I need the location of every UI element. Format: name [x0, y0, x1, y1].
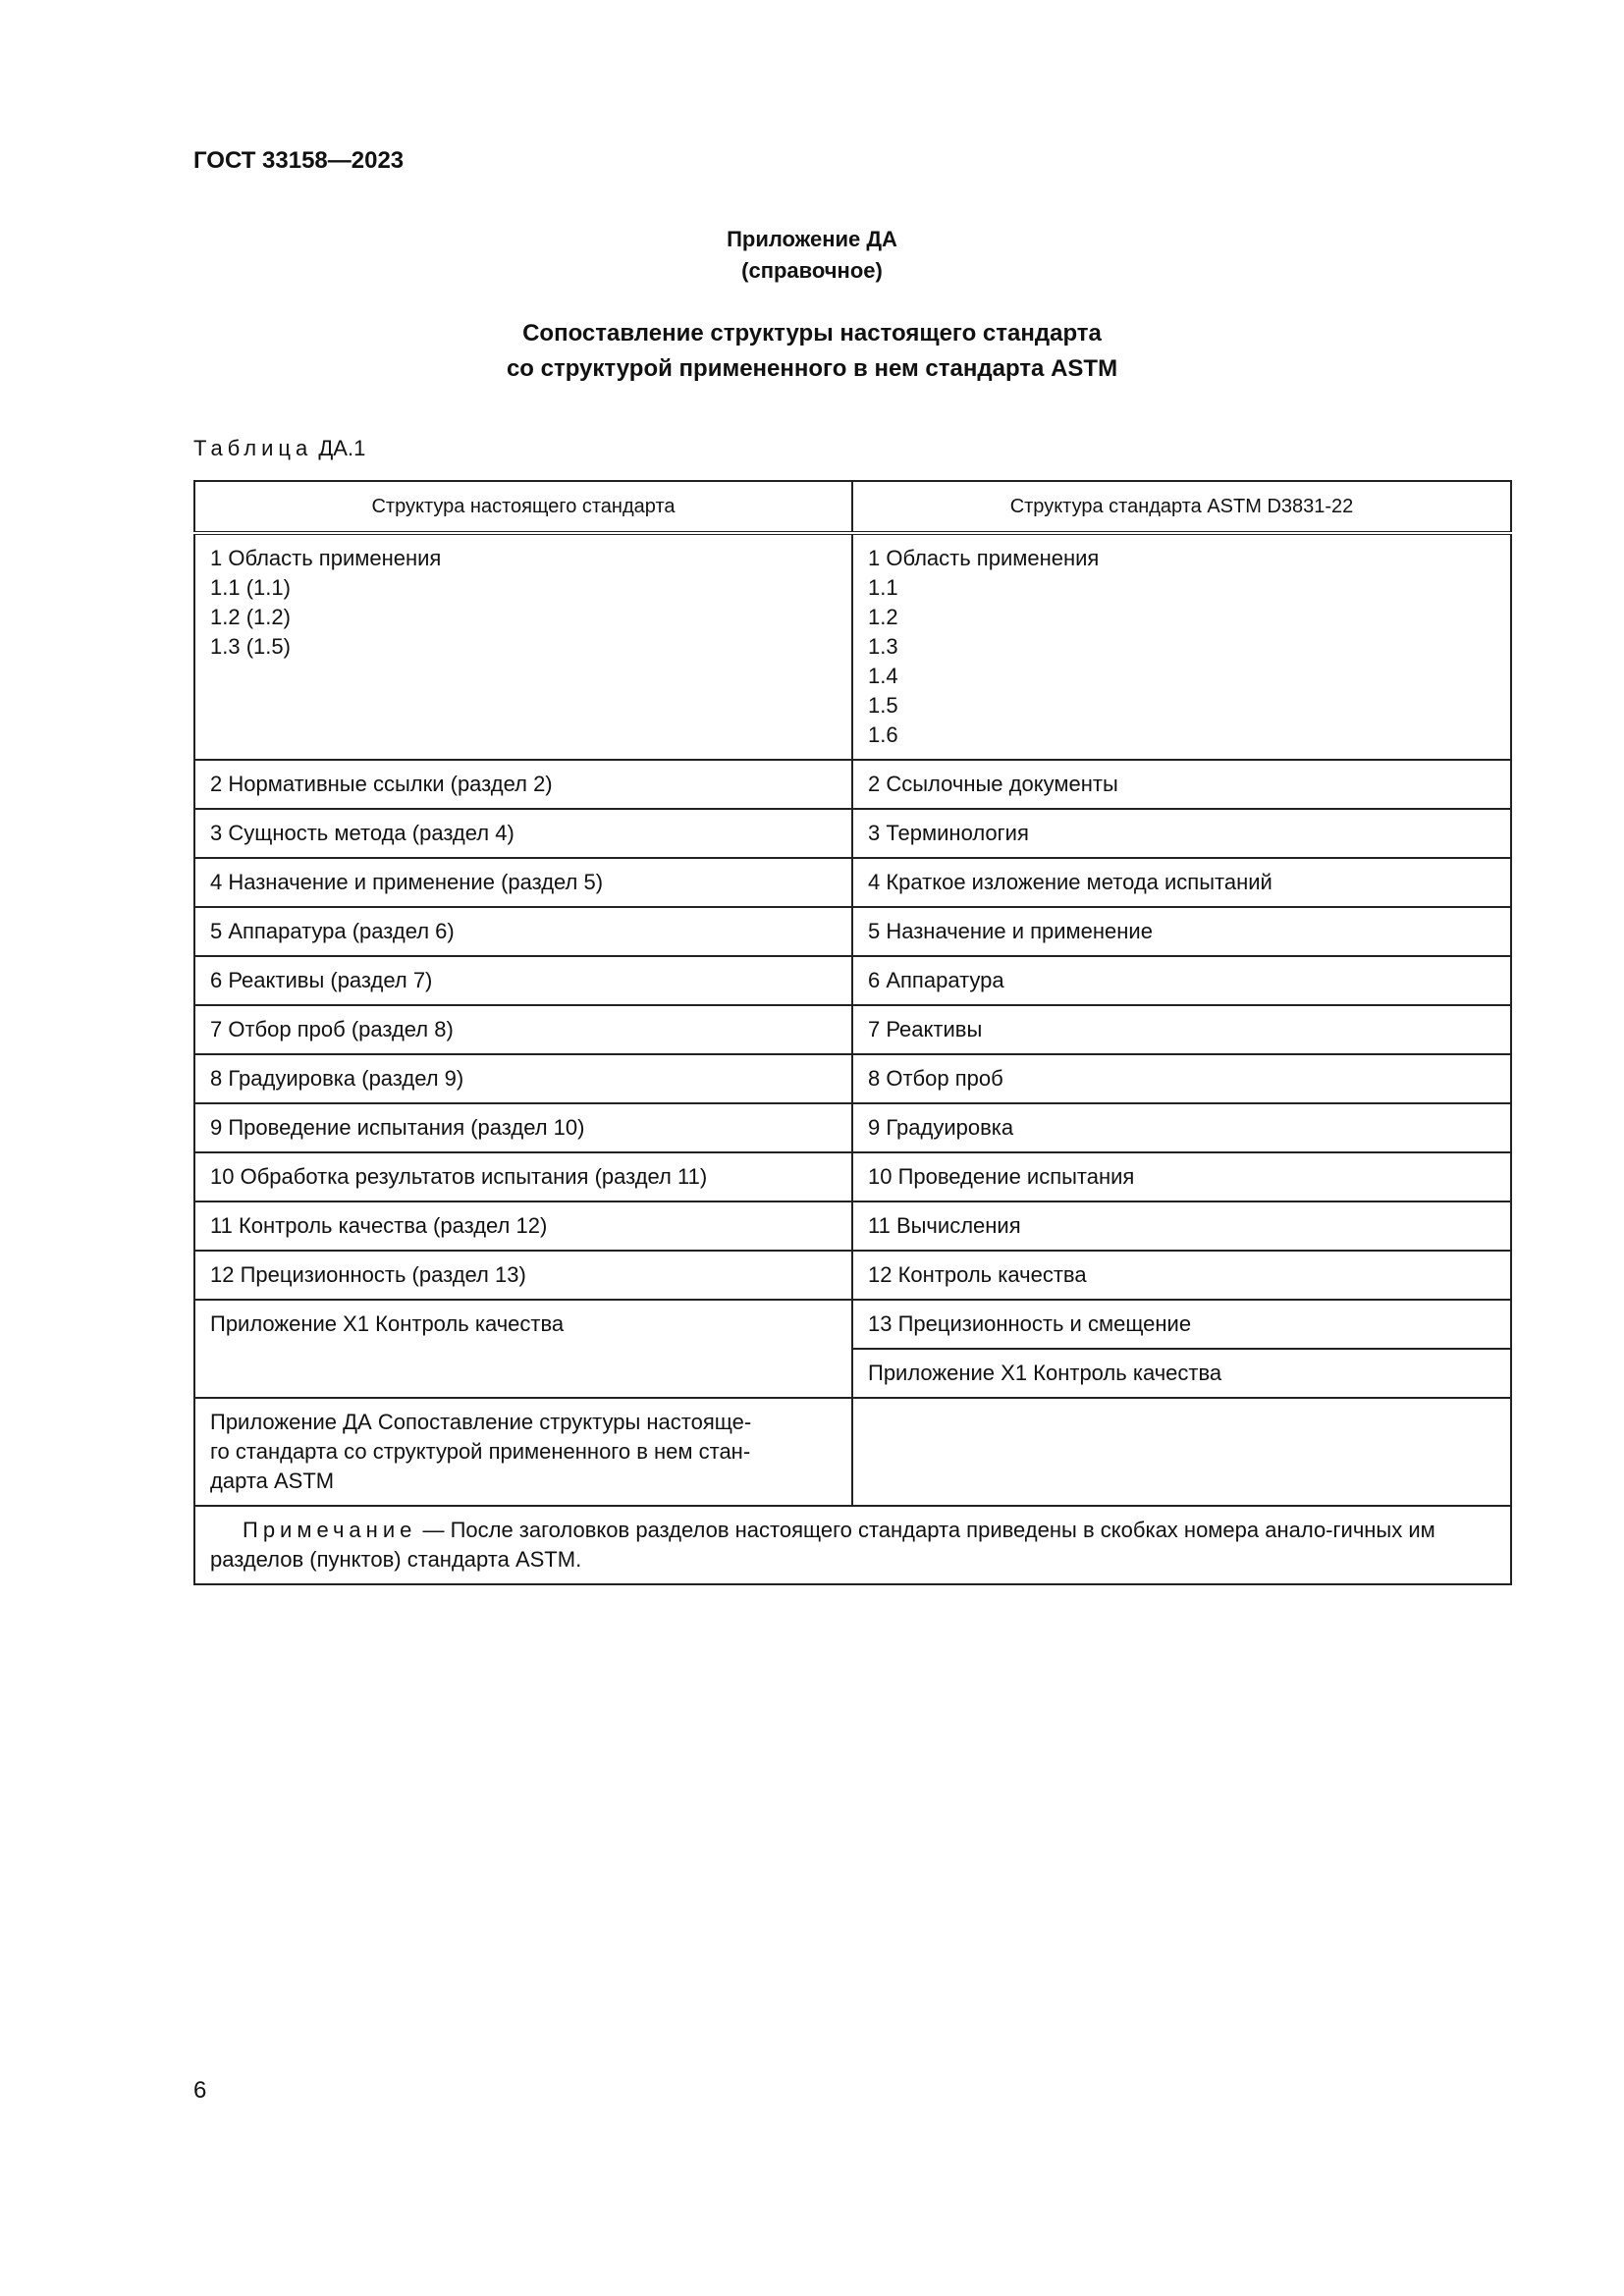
standard-designation: ГОСТ 33158—2023: [193, 147, 405, 174]
document-title-line2: со структурой примененного в нем стандарта ASTM: [506, 355, 1118, 382]
annex-da-line: дарта ASTM: [210, 1468, 335, 1493]
scope-right-line: 1.5: [868, 693, 898, 718]
table-row: [194, 1005, 1511, 1054]
scope-right-cell: [852, 533, 1511, 760]
document-title: [0, 316, 1624, 387]
scope-right-line: 1.2: [868, 605, 898, 629]
table-row: [194, 956, 1511, 1005]
appendix-kind: (справочное): [741, 258, 883, 283]
right-cell: 11 Вычисления: [852, 1201, 1511, 1251]
table-row: [194, 1103, 1511, 1152]
left-cell: 10 Обработка результатов испытания (раздел 11): [194, 1152, 852, 1201]
table-row: [194, 1152, 1511, 1201]
left-cell: 5 Аппаратура (раздел 6): [194, 907, 852, 956]
annex-da-left-cell: [194, 1398, 852, 1506]
right-cell: 8 Отбор проб: [852, 1054, 1511, 1103]
table-caption: [193, 436, 365, 461]
note-cell: [194, 1506, 1511, 1584]
page-number: 6: [193, 2077, 207, 2104]
annex-da-line: го стандарта со структурой примененного в нем стан-: [210, 1439, 751, 1464]
annex-da-row: [194, 1398, 1511, 1506]
right-cell: 6 Аппаратура: [852, 956, 1511, 1005]
table-row: [194, 760, 1511, 809]
left-cell: 7 Отбор проб (раздел 8): [194, 1005, 852, 1054]
table-row: [194, 1054, 1511, 1103]
scope-left-line: 1 Область применения: [210, 546, 442, 570]
scope-right-line: 1.6: [868, 722, 898, 747]
scope-left-line: 1.3 (1.5): [210, 634, 291, 659]
table-row: [194, 809, 1511, 858]
appendix-heading: [0, 224, 1624, 287]
left-cell: 6 Реактивы (раздел 7): [194, 956, 852, 1005]
column-header-this-standard: Структура настоящего стандарта: [194, 481, 852, 533]
right-cell: 10 Проведение испытания: [852, 1152, 1511, 1201]
right-cell: 9 Градуировка: [852, 1103, 1511, 1152]
scope-left-line: 1.1 (1.1): [210, 575, 291, 600]
scope-right-line: 1.4: [868, 664, 898, 688]
annex-x1-right-cell-quality: Приложение Х1 Контроль качества: [852, 1349, 1511, 1398]
table-row: [194, 1201, 1511, 1251]
scope-right-line: 1.3: [868, 634, 898, 659]
table-caption-id: ДА.1: [318, 436, 366, 460]
left-cell: 11 Контроль качества (раздел 12): [194, 1201, 852, 1251]
left-cell: 9 Проведение испытания (раздел 10): [194, 1103, 852, 1152]
scope-right-line: 1.1: [868, 575, 898, 600]
left-cell: 3 Сущность метода (раздел 4): [194, 809, 852, 858]
document-title-line1: Сопоставление структуры настоящего стандарта: [522, 320, 1102, 347]
note-label: Примечание: [243, 1518, 417, 1542]
left-cell: 4 Назначение и применение (раздел 5): [194, 858, 852, 907]
left-cell: 12 Прецизионность (раздел 13): [194, 1251, 852, 1300]
right-cell: 5 Назначение и применение: [852, 907, 1511, 956]
note-text: — После заголовков разделов настоящего стандарта приведены в скобках номера анало-гичных им разделов (пунктов) стандарта ASTM.: [210, 1518, 1435, 1572]
annex-da-line: Приложение ДА Сопоставление структуры настояще-: [210, 1410, 752, 1434]
scope-row: [194, 533, 1511, 760]
annex-x1-left-cell: Приложение Х1 Контроль качества: [194, 1300, 852, 1398]
comparison-table: [193, 480, 1512, 1585]
appendix-title: Приложение ДА: [727, 227, 897, 251]
right-cell: 3 Терминология: [852, 809, 1511, 858]
right-cell: 4 Краткое изложение метода испытаний: [852, 858, 1511, 907]
table-caption-word: Таблица: [193, 436, 313, 460]
annex-da-right-cell: [852, 1398, 1511, 1506]
table-row: [194, 1251, 1511, 1300]
scope-left-cell: [194, 533, 852, 760]
note-row: [194, 1506, 1511, 1584]
annex-x1-right-cell-precision: 13 Прецизионность и смещение: [852, 1300, 1511, 1349]
table-row: [194, 907, 1511, 956]
right-cell: 2 Ссылочные документы: [852, 760, 1511, 809]
annex-x1-row: [194, 1300, 1511, 1349]
scope-left-line: 1.2 (1.2): [210, 605, 291, 629]
left-cell: 8 Градуировка (раздел 9): [194, 1054, 852, 1103]
table-row: [194, 858, 1511, 907]
right-cell: 12 Контроль качества: [852, 1251, 1511, 1300]
scope-right-line: 1 Область применения: [868, 546, 1100, 570]
table-header-row: [194, 481, 1511, 533]
column-header-astm-standard: Структура стандарта ASTM D3831-22: [852, 481, 1511, 533]
left-cell: 2 Нормативные ссылки (раздел 2): [194, 760, 852, 809]
right-cell: 7 Реактивы: [852, 1005, 1511, 1054]
